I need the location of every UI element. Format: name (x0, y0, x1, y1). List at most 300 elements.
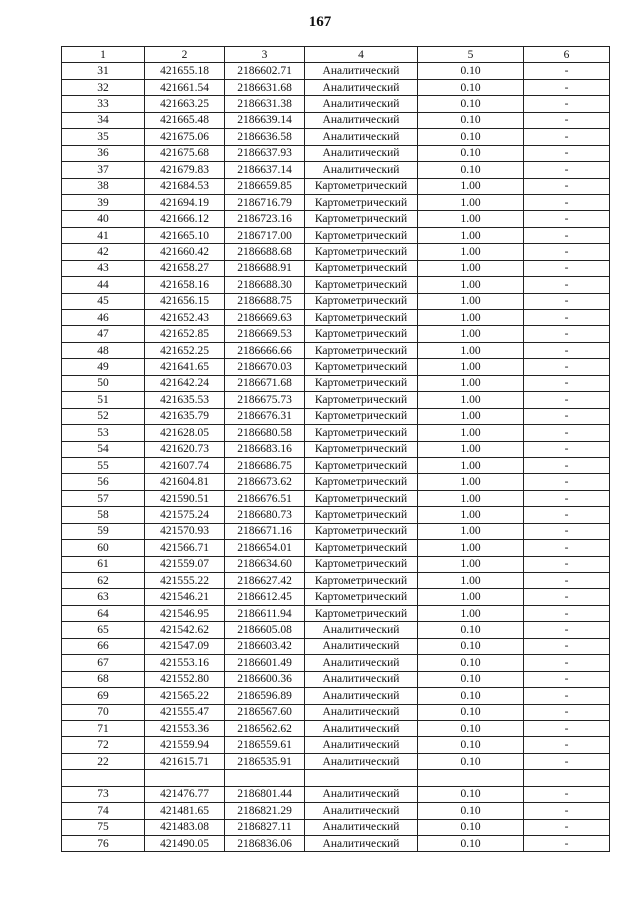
table-cell: 421552.80 (145, 671, 225, 687)
table-cell: 66 (62, 638, 145, 654)
header-cell: 2 (145, 47, 225, 63)
table-cell: 421642.24 (145, 375, 225, 391)
table-cell: Аналитический (305, 671, 418, 687)
table-cell: 58 (62, 507, 145, 523)
table-row (62, 277, 610, 293)
table-cell: Картометрический (305, 507, 418, 523)
table-row (62, 720, 610, 736)
table-cell: - (524, 260, 610, 276)
table-cell: Картометрический (305, 605, 418, 621)
table-cell: Аналитический (305, 737, 418, 753)
table-cell: - (524, 129, 610, 145)
table-cell: 64 (62, 605, 145, 621)
table-cell: Картометрический (305, 490, 418, 506)
table-cell: 1.00 (418, 227, 524, 243)
table-row (62, 786, 610, 802)
table-cell: 421570.93 (145, 523, 225, 539)
table-cell: 0.10 (418, 655, 524, 671)
table-cell: 1.00 (418, 293, 524, 309)
table-cell: Картометрический (305, 326, 418, 342)
table-cell: - (524, 227, 610, 243)
table-cell: - (524, 162, 610, 178)
table-cell: - (524, 638, 610, 654)
header-row (62, 47, 610, 63)
table-cell: 61 (62, 556, 145, 572)
table-row (62, 96, 610, 112)
table-cell: 421620.73 (145, 441, 225, 457)
table-cell: 22 (62, 753, 145, 769)
table-cell: 0.10 (418, 145, 524, 161)
table-cell: 2186637.93 (225, 145, 305, 161)
table-cell: 70 (62, 704, 145, 720)
table-cell: 2186669.53 (225, 326, 305, 342)
table-cell: - (524, 112, 610, 128)
table-cell: Аналитический (305, 112, 418, 128)
table-cell: Аналитический (305, 803, 418, 819)
table-cell: 421476.77 (145, 786, 225, 802)
table-row (62, 753, 610, 769)
table-cell: Картометрический (305, 408, 418, 424)
table-cell: Аналитический (305, 655, 418, 671)
table-cell: 2186716.79 (225, 194, 305, 210)
table-cell: 33 (62, 96, 145, 112)
table-cell: - (524, 655, 610, 671)
header-cell: 4 (305, 47, 418, 63)
table-cell: 37 (62, 162, 145, 178)
table-row (62, 293, 610, 309)
table-cell: 2186603.42 (225, 638, 305, 654)
table-row (62, 605, 610, 621)
table-cell: 36 (62, 145, 145, 161)
table-cell (524, 770, 610, 786)
table-cell: - (524, 145, 610, 161)
table-cell: 62 (62, 573, 145, 589)
table-cell: 2186567.60 (225, 704, 305, 720)
table-cell (225, 770, 305, 786)
table-row (62, 589, 610, 605)
table-cell: - (524, 194, 610, 210)
table-cell: - (524, 277, 610, 293)
coordinates-table (61, 46, 610, 852)
table-cell: 51 (62, 392, 145, 408)
table-row (62, 770, 610, 786)
table-cell: - (524, 720, 610, 736)
table-cell: 421490.05 (145, 836, 225, 852)
table-cell: Картометрический (305, 375, 418, 391)
table-cell: 2186631.68 (225, 79, 305, 95)
table-cell: 421481.65 (145, 803, 225, 819)
table-cell: Картометрический (305, 392, 418, 408)
table-cell: - (524, 178, 610, 194)
table-cell: 2186601.49 (225, 655, 305, 671)
table-cell: - (524, 244, 610, 260)
table-cell: 2186688.30 (225, 277, 305, 293)
table-cell: Картометрический (305, 359, 418, 375)
table-cell: 421575.24 (145, 507, 225, 523)
table-cell: 1.00 (418, 342, 524, 358)
table-cell: Аналитический (305, 129, 418, 145)
table-cell: 0.10 (418, 638, 524, 654)
table-row (62, 162, 610, 178)
table-cell: 2186627.42 (225, 573, 305, 589)
table-cell: 0.10 (418, 836, 524, 852)
table-cell: 65 (62, 622, 145, 638)
table-cell: 421655.18 (145, 63, 225, 79)
table-cell: - (524, 737, 610, 753)
table-cell: - (524, 507, 610, 523)
table-cell: 421658.27 (145, 260, 225, 276)
table-cell: 421652.25 (145, 342, 225, 358)
table-row (62, 490, 610, 506)
table-cell: 32 (62, 79, 145, 95)
table-cell: - (524, 425, 610, 441)
table-cell: 0.10 (418, 704, 524, 720)
table-cell: Аналитический (305, 96, 418, 112)
table-row (62, 638, 610, 654)
table-cell: - (524, 753, 610, 769)
table-cell: Аналитический (305, 638, 418, 654)
table-cell: 0.10 (418, 688, 524, 704)
table-cell: 75 (62, 819, 145, 835)
table-cell: 2186688.91 (225, 260, 305, 276)
table-cell: - (524, 556, 610, 572)
table-cell: Аналитический (305, 688, 418, 704)
table-cell: 421675.68 (145, 145, 225, 161)
table-cell: 2186605.08 (225, 622, 305, 638)
table-cell: 0.10 (418, 753, 524, 769)
table-cell: 1.00 (418, 507, 524, 523)
table-cell: 1.00 (418, 326, 524, 342)
table-cell: 2186683.16 (225, 441, 305, 457)
table-cell: Аналитический (305, 819, 418, 835)
table-cell: 0.10 (418, 96, 524, 112)
table-cell: 0.10 (418, 79, 524, 95)
table-row (62, 540, 610, 556)
header-cell: 1 (62, 47, 145, 63)
table-body (62, 63, 610, 852)
table-cell: 0.10 (418, 786, 524, 802)
table-cell: Картометрический (305, 277, 418, 293)
table-row (62, 211, 610, 227)
table-row (62, 457, 610, 473)
table-cell: 421628.05 (145, 425, 225, 441)
table-cell: 1.00 (418, 441, 524, 457)
table-cell (418, 770, 524, 786)
table-cell: 2186669.63 (225, 310, 305, 326)
table-cell: Аналитический (305, 786, 418, 802)
table-cell: 2186611.94 (225, 605, 305, 621)
table-cell: 0.10 (418, 671, 524, 687)
table-cell: - (524, 293, 610, 309)
page-number: 167 (308, 14, 332, 30)
table-cell: 2186559.61 (225, 737, 305, 753)
table-cell: 2186827.11 (225, 819, 305, 835)
table-cell: 0.10 (418, 112, 524, 128)
table-cell: Картометрический (305, 310, 418, 326)
table-row (62, 227, 610, 243)
table-cell: 1.00 (418, 375, 524, 391)
table-cell: 421555.47 (145, 704, 225, 720)
table-row (62, 310, 610, 326)
table-cell: 421652.43 (145, 310, 225, 326)
table-cell: 0.10 (418, 129, 524, 145)
table-cell: 1.00 (418, 556, 524, 572)
header-cell: 5 (418, 47, 524, 63)
table-cell: Картометрический (305, 227, 418, 243)
table-cell: 1.00 (418, 260, 524, 276)
table-cell: 421635.53 (145, 392, 225, 408)
table-cell: Аналитический (305, 704, 418, 720)
table-cell: 2186671.16 (225, 523, 305, 539)
table-cell: 421660.42 (145, 244, 225, 260)
table-cell: 421553.36 (145, 720, 225, 736)
table-cell: 57 (62, 490, 145, 506)
table-row (62, 112, 610, 128)
table-cell: 76 (62, 836, 145, 852)
table-cell: - (524, 326, 610, 342)
table-cell: Картометрический (305, 523, 418, 539)
table-cell: 1.00 (418, 523, 524, 539)
table-cell: 421590.51 (145, 490, 225, 506)
table-cell: 421665.10 (145, 227, 225, 243)
table-cell: - (524, 375, 610, 391)
table-row (62, 671, 610, 687)
table-cell: 34 (62, 112, 145, 128)
table-row (62, 342, 610, 358)
table-cell: - (524, 63, 610, 79)
table-row (62, 819, 610, 835)
table-cell: Картометрический (305, 441, 418, 457)
table-cell: 2186671.68 (225, 375, 305, 391)
table-cell: 421665.48 (145, 112, 225, 128)
table-cell: - (524, 819, 610, 835)
table-cell: 421656.15 (145, 293, 225, 309)
table-cell: 1.00 (418, 277, 524, 293)
table-cell: 2186836.06 (225, 836, 305, 852)
table-cell: 1.00 (418, 589, 524, 605)
table-cell: Картометрический (305, 474, 418, 490)
table-row (62, 507, 610, 523)
table-cell: - (524, 96, 610, 112)
table-cell: 31 (62, 63, 145, 79)
table-cell: - (524, 474, 610, 490)
table-cell: - (524, 605, 610, 621)
table-cell: Аналитический (305, 753, 418, 769)
table-cell: - (524, 359, 610, 375)
table-row (62, 408, 610, 424)
table-cell: 2186637.14 (225, 162, 305, 178)
table-cell: Картометрический (305, 178, 418, 194)
table-cell: 2186600.36 (225, 671, 305, 687)
table-cell: 42 (62, 244, 145, 260)
table-row (62, 704, 610, 720)
table-cell: 52 (62, 408, 145, 424)
table-cell: 39 (62, 194, 145, 210)
table-cell: 1.00 (418, 310, 524, 326)
table-cell: - (524, 540, 610, 556)
table-cell: 0.10 (418, 720, 524, 736)
table-cell: 74 (62, 803, 145, 819)
table-cell: 2186666.66 (225, 342, 305, 358)
table-cell: 0.10 (418, 162, 524, 178)
table-cell: 421635.79 (145, 408, 225, 424)
table-cell: Картометрический (305, 293, 418, 309)
table-cell: - (524, 671, 610, 687)
table-cell: Картометрический (305, 425, 418, 441)
table-cell: 421666.12 (145, 211, 225, 227)
table-cell: 2186723.16 (225, 211, 305, 227)
table-cell: 60 (62, 540, 145, 556)
table-cell: 2186680.73 (225, 507, 305, 523)
table-cell: - (524, 622, 610, 638)
table-cell: 1.00 (418, 359, 524, 375)
table-cell: 421553.16 (145, 655, 225, 671)
table-cell: 421566.71 (145, 540, 225, 556)
table-cell: 2186639.14 (225, 112, 305, 128)
table-cell: 1.00 (418, 408, 524, 424)
table-cell (145, 770, 225, 786)
table-cell: 421546.21 (145, 589, 225, 605)
table-cell: 59 (62, 523, 145, 539)
table-cell: 71 (62, 720, 145, 736)
table-cell: 67 (62, 655, 145, 671)
table-cell: 1.00 (418, 211, 524, 227)
table-cell: - (524, 408, 610, 424)
table-cell: Аналитический (305, 63, 418, 79)
table-cell: 421641.65 (145, 359, 225, 375)
table-row (62, 622, 610, 638)
table-cell: 421546.95 (145, 605, 225, 621)
table-cell: 2186670.03 (225, 359, 305, 375)
table-row (62, 803, 610, 819)
table-cell: 1.00 (418, 244, 524, 260)
table-cell: 2186676.31 (225, 408, 305, 424)
table-cell: - (524, 79, 610, 95)
table-cell: 2186631.38 (225, 96, 305, 112)
table-cell: - (524, 803, 610, 819)
table-cell: 2186612.45 (225, 589, 305, 605)
table-cell: - (524, 441, 610, 457)
table-cell: 421604.81 (145, 474, 225, 490)
table-cell: 421684.53 (145, 178, 225, 194)
table-cell: Картометрический (305, 573, 418, 589)
table-cell: - (524, 342, 610, 358)
table-cell: 35 (62, 129, 145, 145)
table-row (62, 523, 610, 539)
table-cell: 2186562.62 (225, 720, 305, 736)
table-row (62, 474, 610, 490)
table-cell: 1.00 (418, 457, 524, 473)
table-cell: - (524, 211, 610, 227)
table-cell: Аналитический (305, 720, 418, 736)
table-cell: 421559.94 (145, 737, 225, 753)
table-cell: 421663.25 (145, 96, 225, 112)
table-cell: 421483.08 (145, 819, 225, 835)
table-cell: 2186673.62 (225, 474, 305, 490)
table-cell: 45 (62, 293, 145, 309)
table-cell: - (524, 688, 610, 704)
table-cell: Картометрический (305, 260, 418, 276)
table-cell: 43 (62, 260, 145, 276)
table-cell: 2186634.60 (225, 556, 305, 572)
table-cell: - (524, 836, 610, 852)
table-cell: Картометрический (305, 244, 418, 260)
table-cell: 44 (62, 277, 145, 293)
table-cell: 2186659.85 (225, 178, 305, 194)
table-cell: Аналитический (305, 622, 418, 638)
table-cell: 2186680.58 (225, 425, 305, 441)
table-cell: - (524, 392, 610, 408)
table-cell: 421661.54 (145, 79, 225, 95)
table-cell: 56 (62, 474, 145, 490)
table-cell: 2186596.89 (225, 688, 305, 704)
table-cell: 54 (62, 441, 145, 457)
table-cell: Картометрический (305, 211, 418, 227)
table-cell: Аналитический (305, 79, 418, 95)
table-cell: 0.10 (418, 622, 524, 638)
table-cell: 2186654.01 (225, 540, 305, 556)
table-cell: 41 (62, 227, 145, 243)
table-cell: 1.00 (418, 605, 524, 621)
table-row (62, 178, 610, 194)
table-cell: 53 (62, 425, 145, 441)
table-cell: 2186821.29 (225, 803, 305, 819)
table-cell: 421679.83 (145, 162, 225, 178)
table-cell: 2186676.51 (225, 490, 305, 506)
table-row (62, 375, 610, 391)
table-cell: 0.10 (418, 819, 524, 835)
table-cell: 47 (62, 326, 145, 342)
table-cell: 49 (62, 359, 145, 375)
table-cell: 421565.22 (145, 688, 225, 704)
table-cell: Картометрический (305, 194, 418, 210)
table-cell: 0.10 (418, 803, 524, 819)
table-cell: Аналитический (305, 145, 418, 161)
table-row (62, 425, 610, 441)
table-cell: 0.10 (418, 737, 524, 753)
table-cell: 1.00 (418, 573, 524, 589)
table-cell: - (524, 589, 610, 605)
table-row (62, 326, 610, 342)
table-cell: 46 (62, 310, 145, 326)
table-cell: 50 (62, 375, 145, 391)
table-cell: 1.00 (418, 490, 524, 506)
table-cell: Картометрический (305, 540, 418, 556)
table-cell: Картометрический (305, 342, 418, 358)
table-cell: 1.00 (418, 474, 524, 490)
table-cell: - (524, 523, 610, 539)
table-cell: 73 (62, 786, 145, 802)
table-cell: 48 (62, 342, 145, 358)
table-cell: 2186688.75 (225, 293, 305, 309)
table-row (62, 836, 610, 852)
table-header (62, 47, 610, 63)
table-cell: Аналитический (305, 836, 418, 852)
table-cell: 0.10 (418, 63, 524, 79)
table-cell: 1.00 (418, 540, 524, 556)
table-cell: 421675.06 (145, 129, 225, 145)
table-cell: 421559.07 (145, 556, 225, 572)
table-cell: - (524, 786, 610, 802)
table-row (62, 737, 610, 753)
table-cell: 421555.22 (145, 573, 225, 589)
table-row (62, 655, 610, 671)
table-cell: Картометрический (305, 589, 418, 605)
table-row (62, 244, 610, 260)
table-cell: 69 (62, 688, 145, 704)
table-row (62, 194, 610, 210)
table-cell: 40 (62, 211, 145, 227)
